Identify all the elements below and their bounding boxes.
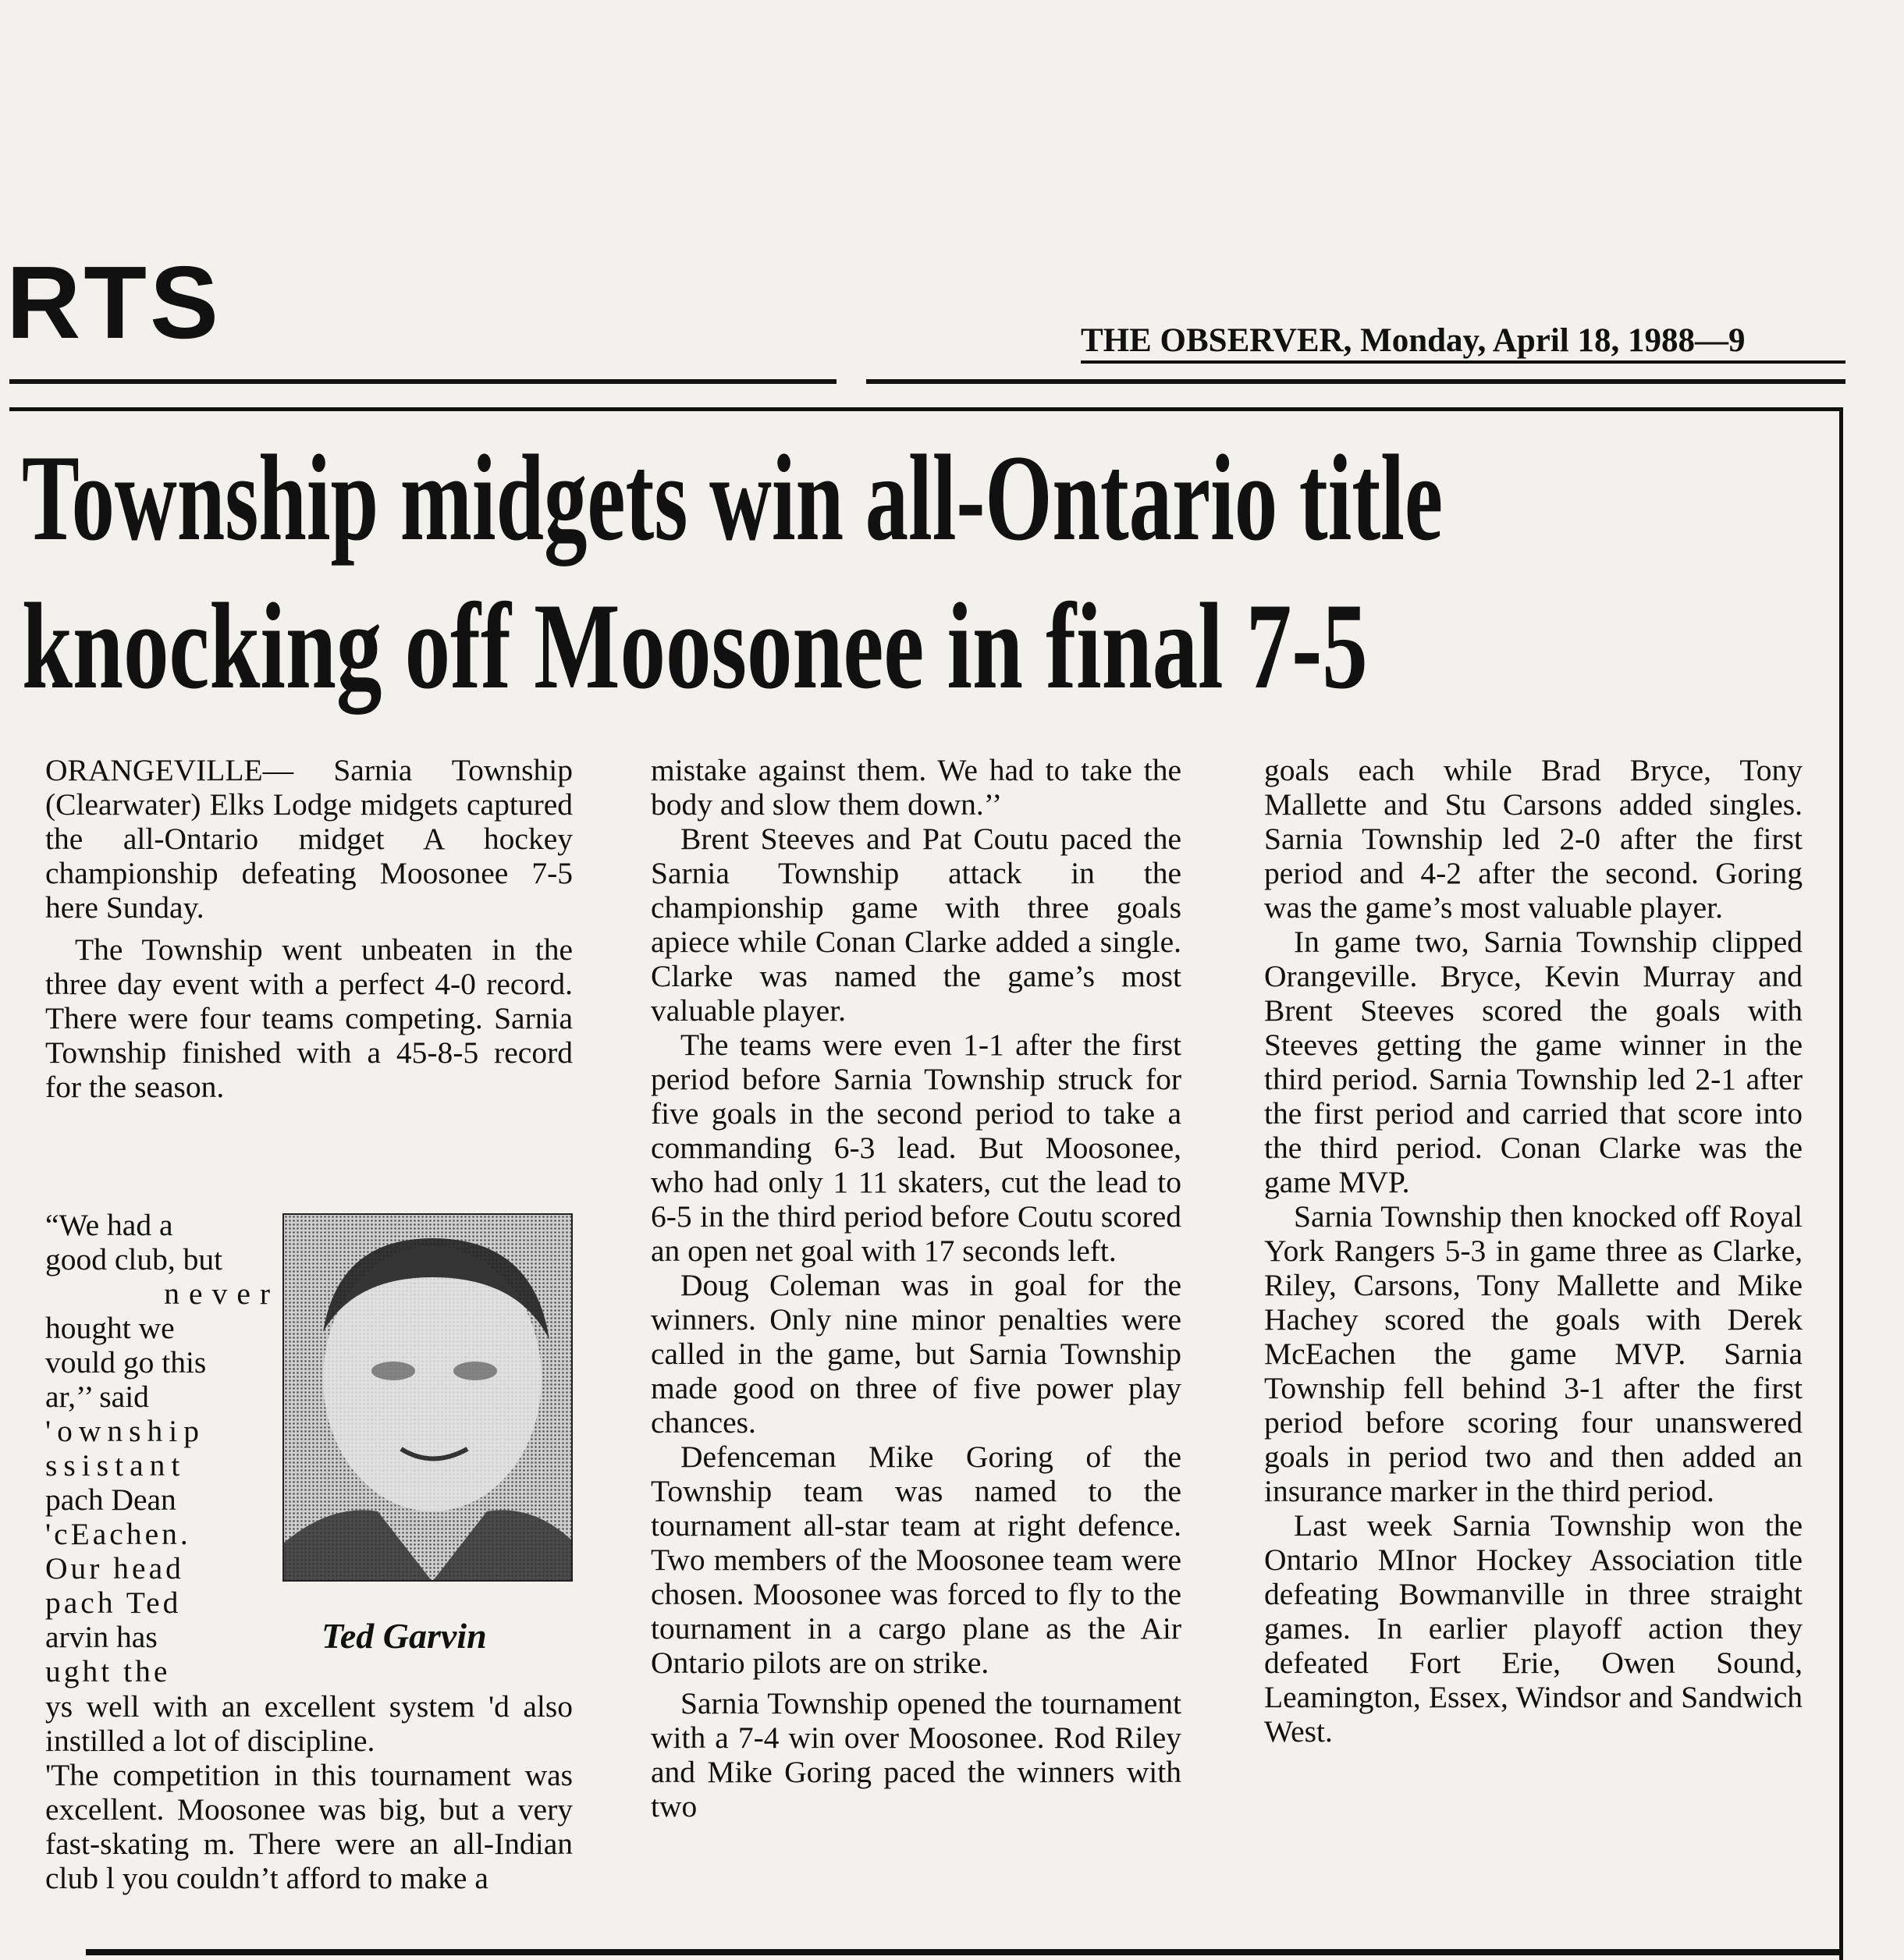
column1-paragraph-2: The Township went unbeaten in the three day event with a perfect 4-0 record. There were four teams competing. Sarnia Township finished with a 45-8-5 record for the season.	[45, 932, 573, 1104]
quote-line: pach Dean	[45, 1482, 176, 1517]
column2-paragraph-5: Defenceman Mike Goring of the Township team was named to the tournament all-star team at right defence. Two members of the Moosonee team were chosen. Moosonee was forced to fly to the tournament in a cargo plane as the Air Ontario pilots are on strike.	[651, 1440, 1181, 1680]
quote-line: 'ownship	[45, 1414, 205, 1448]
column2-paragraph-1: mistake against them. We had to take the body and slow them down.’’	[651, 753, 1181, 822]
article-column-3	[1264, 753, 1803, 1756]
top-rule-left	[9, 379, 837, 384]
quote-line: Our head	[45, 1551, 184, 1585]
quote-line: vould go this	[45, 1345, 207, 1379]
article-column-1	[45, 753, 573, 1112]
quote-line: never	[164, 1276, 279, 1311]
column3-paragraph-2: In game two, Sarnia Township clipped Orangeville. Bryce, Kevin Murray and Brent Steeves scored the goals with Steeves getting the game winner in the third period. Sarnia Township led 2-1 after the first period and carried that score into the third period. Conan Clarke was the game MVP.	[1264, 925, 1803, 1199]
quote-line: pach Ted	[45, 1585, 182, 1620]
portrait-silhouette	[284, 1215, 573, 1582]
column2-paragraph-4: Doug Coleman was in goal for the winners. Only nine minor penalties were called in the game, but Sarnia Township made good on three of five power play chances.	[651, 1268, 1181, 1440]
quote-line: 'cEachen.	[45, 1517, 191, 1551]
column2-paragraph-3: The teams were even 1-1 after the first period before Sarnia Township struck for five goals in the second period to take a commanding 6-3 lead. But Moosonee, who had only 1 11 skaters, cut the lead to 6-5 in the third period before Coutu scored an open net goal with 17 seconds left.	[651, 1028, 1181, 1268]
quote-line: hought we	[45, 1311, 175, 1345]
quote-line: ar,’’ said	[45, 1379, 149, 1414]
column1-paragraph-1: ORANGEVILLE— Sarnia Township (Clearwater) Elks Lodge midgets captured the all-Ontario midget A hockey championship defeating Moosonee 7-5 here Sunday.	[45, 753, 573, 925]
column2-paragraph-2: Brent Steeves and Pat Coutu paced the Sarnia Township attack in the championship game with three goals apiece while Conan Clarke added a single. Clarke was named the game’s most valuable player.	[651, 822, 1181, 1028]
column3-paragraph-3: Sarnia Township then knocked off Royal York Rangers 5-3 in game three as Clarke, Riley, Carsons, Tony Mallette and Mike Hachey scored the goals with Derek McEachen the game MVP. Sarnia Township fell behind 3-1 after the first period before scoring four unanswered goals in period two and then added an insurance marker in the third period.	[1264, 1199, 1803, 1508]
column1-paragraph-4: 'The competition in this tournament was excellent. Moosonee was big, but a very fast-skating m. There were an all-Indian club l you couldn’t afford to make a	[45, 1758, 573, 1895]
dateline: THE OBSERVER, Monday, April 18, 1988—9	[1081, 322, 1746, 359]
article-column-2	[651, 753, 1181, 1831]
headline-line-2: knocking off Moosonee in final 7-5	[22, 578, 1368, 715]
quote-line: ssistant	[45, 1448, 186, 1482]
column1-paragraph-3: ys well with an excellent system 'd also instilled a lot of discipline.	[45, 1689, 573, 1758]
pull-quote-lines	[45, 1208, 279, 1688]
quote-line: good club, but	[45, 1242, 223, 1276]
bottom-rule	[86, 1949, 1842, 1955]
section-tag: RTS	[6, 245, 222, 360]
top-rule-right	[866, 379, 1845, 384]
quote-line: “We had a	[45, 1208, 173, 1242]
headline-line-1: Township midgets win all-Ontario title	[22, 430, 1444, 566]
column3-paragraph-4: Last week Sarnia Township won the Ontario MInor Hockey Association title defeating Bowmanville in three straight games. In earlier playoff action they defeated Fort Erie, Owen Sound, Leamington, Essex, Windsor and Sandwich West.	[1264, 1508, 1803, 1749]
column3-paragraph-1: goals each while Brad Bryce, Tony Mallette and Stu Carsons added singles. Sarnia Township led 2-0 after the first period and 4-2 after the second. Goring was the game’s most valuable player.	[1264, 753, 1803, 925]
quote-line: ught the	[45, 1654, 171, 1688]
article-column-1-continued	[45, 1689, 573, 1903]
dateline-rule	[1081, 360, 1845, 364]
photo-caption: Ted Garvin	[321, 1616, 487, 1656]
portrait-photo-icon	[282, 1213, 573, 1582]
quote-line: arvin has	[45, 1620, 158, 1654]
column2-paragraph-6: Sarnia Township opened the tournament with a 7-4 win over Moosonee. Rod Riley and Mike Goring paced the winners with two	[651, 1686, 1181, 1823]
